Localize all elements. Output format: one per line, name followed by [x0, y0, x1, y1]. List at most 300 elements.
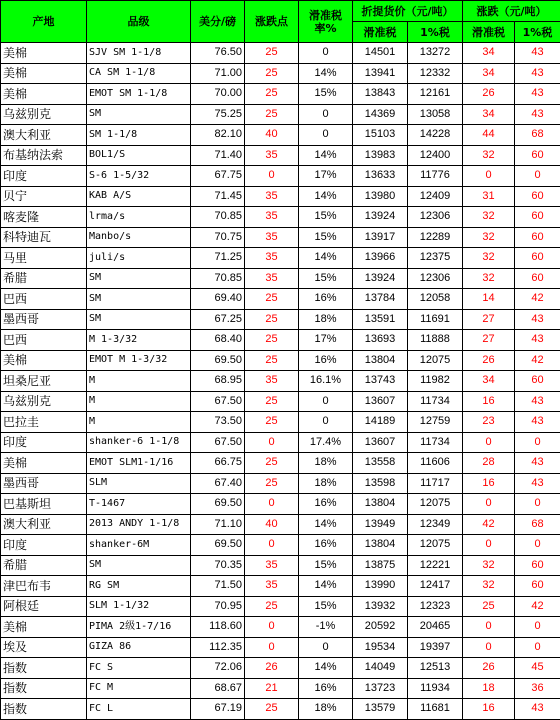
cell-sliding-tax-rate: 14%	[299, 248, 353, 269]
cell-change-points: 35	[245, 227, 299, 248]
cell-price-sliding-tax: 19534	[353, 637, 408, 658]
cell-change-sliding-tax: 34	[463, 63, 515, 84]
cell-sliding-tax-rate: 18%	[299, 473, 353, 494]
cell-usc-per-lb: 71.10	[191, 514, 245, 535]
cell-usc-per-lb: 71.45	[191, 186, 245, 207]
cell-change-one-pct-tax: 43	[515, 330, 560, 351]
cell-change-sliding-tax: 27	[463, 309, 515, 330]
cell-origin: 坦桑尼亚	[1, 371, 87, 392]
cell-grade: CA SM 1-1/8	[87, 63, 191, 84]
cell-sliding-tax-rate: 14%	[299, 145, 353, 166]
cell-price-sliding-tax: 13949	[353, 514, 408, 535]
cell-origin: 津巴布韦	[1, 576, 87, 597]
cell-grade: M	[87, 371, 191, 392]
cell-usc-per-lb: 73.50	[191, 412, 245, 433]
cell-origin: 乌兹别克	[1, 104, 87, 125]
cell-change-sliding-tax: 0	[463, 432, 515, 453]
cell-usc-per-lb: 70.85	[191, 207, 245, 228]
cell-change-sliding-tax: 16	[463, 391, 515, 412]
cell-origin: 美棉	[1, 617, 87, 638]
table-row	[1, 227, 560, 248]
cell-sliding-tax-rate: 18%	[299, 453, 353, 474]
cell-origin: 巴基斯坦	[1, 494, 87, 515]
table-row	[1, 330, 560, 351]
cell-price-sliding-tax: 13591	[353, 309, 408, 330]
cell-grade: shanker-6 1-1/8	[87, 432, 191, 453]
cell-price-one-pct-tax: 12289	[408, 227, 463, 248]
cell-price-sliding-tax: 20592	[353, 617, 408, 638]
table-row	[1, 412, 560, 433]
cell-price-sliding-tax: 14189	[353, 412, 408, 433]
cell-origin: 巴拉圭	[1, 412, 87, 433]
cell-grade: SLM 1-1/32	[87, 596, 191, 617]
cell-grade: M	[87, 412, 191, 433]
header-sliding-tax-rate: 滑准税率%	[299, 1, 353, 43]
cell-change-points: 25	[245, 43, 299, 64]
cell-origin: 墨西哥	[1, 309, 87, 330]
cell-change-one-pct-tax: 60	[515, 576, 560, 597]
cell-price-sliding-tax: 13843	[353, 84, 408, 105]
table-row	[1, 658, 560, 679]
cell-origin: 澳大利亚	[1, 514, 87, 535]
cell-grade: SM	[87, 289, 191, 310]
cell-change-sliding-tax: 18	[463, 678, 515, 699]
cell-change-points: 25	[245, 84, 299, 105]
cell-origin: 美棉	[1, 63, 87, 84]
cell-origin: 印度	[1, 432, 87, 453]
cell-change-one-pct-tax: 0	[515, 617, 560, 638]
cell-change-points: 25	[245, 453, 299, 474]
cell-price-sliding-tax: 13784	[353, 289, 408, 310]
cell-price-one-pct-tax: 12375	[408, 248, 463, 269]
cell-sliding-tax-rate: 17%	[299, 330, 353, 351]
table-row	[1, 84, 560, 105]
cell-origin: 指数	[1, 658, 87, 679]
cell-grade: EMOT SLM1-1/16	[87, 453, 191, 474]
cell-sliding-tax-rate: 0	[299, 125, 353, 146]
cell-change-points: 35	[245, 207, 299, 228]
cell-change-points: 25	[245, 473, 299, 494]
cell-price-one-pct-tax: 12513	[408, 658, 463, 679]
cell-price-one-pct-tax: 11734	[408, 432, 463, 453]
cell-price-one-pct-tax: 12306	[408, 207, 463, 228]
cell-change-sliding-tax: 32	[463, 555, 515, 576]
cell-origin: 希腊	[1, 555, 87, 576]
cell-grade: EMOT SM 1-1/8	[87, 84, 191, 105]
cell-origin: 印度	[1, 535, 87, 556]
cell-origin: 乌兹别克	[1, 391, 87, 412]
table-row	[1, 432, 560, 453]
cell-sliding-tax-rate: 15%	[299, 227, 353, 248]
cell-sliding-tax-rate: 15%	[299, 555, 353, 576]
cell-origin: 指数	[1, 678, 87, 699]
cell-change-points: 26	[245, 658, 299, 679]
subheader-sliding-tax: 滑准税	[353, 22, 408, 43]
cell-change-points: 35	[245, 371, 299, 392]
cell-price-sliding-tax: 13804	[353, 535, 408, 556]
cell-grade: KAB A/S	[87, 186, 191, 207]
cell-price-one-pct-tax: 11934	[408, 678, 463, 699]
cell-change-one-pct-tax: 68	[515, 514, 560, 535]
cell-change-points: 35	[245, 268, 299, 289]
cell-change-one-pct-tax: 43	[515, 63, 560, 84]
cell-change-sliding-tax: 0	[463, 637, 515, 658]
cell-change-one-pct-tax: 60	[515, 555, 560, 576]
cell-price-sliding-tax: 13804	[353, 350, 408, 371]
cell-origin: 印度	[1, 166, 87, 187]
cell-price-one-pct-tax: 11717	[408, 473, 463, 494]
cell-grade: shanker-6M	[87, 535, 191, 556]
cell-change-points: 25	[245, 596, 299, 617]
header-grade: 品级	[87, 1, 191, 43]
cell-change-one-pct-tax: 43	[515, 84, 560, 105]
cell-change-one-pct-tax: 0	[515, 494, 560, 515]
cell-change-points: 25	[245, 412, 299, 433]
cell-price-one-pct-tax: 12323	[408, 596, 463, 617]
cell-sliding-tax-rate: 15%	[299, 268, 353, 289]
cell-change-points: 35	[245, 576, 299, 597]
cell-sliding-tax-rate: 14%	[299, 514, 353, 535]
cell-change-sliding-tax: 26	[463, 84, 515, 105]
cell-grade: SM	[87, 268, 191, 289]
cell-origin: 指数	[1, 699, 87, 720]
cell-sliding-tax-rate: 0	[299, 104, 353, 125]
cell-change-sliding-tax: 23	[463, 412, 515, 433]
header-usc-per-lb: 美分/磅	[191, 1, 245, 43]
cell-price-one-pct-tax: 11982	[408, 371, 463, 392]
cell-change-one-pct-tax: 0	[515, 535, 560, 556]
cell-origin: 美棉	[1, 350, 87, 371]
cell-change-one-pct-tax: 60	[515, 207, 560, 228]
cell-origin: 阿根廷	[1, 596, 87, 617]
cell-change-sliding-tax: 32	[463, 268, 515, 289]
cell-grade: SM	[87, 555, 191, 576]
cell-sliding-tax-rate: 15%	[299, 207, 353, 228]
cell-sliding-tax-rate: 14%	[299, 658, 353, 679]
cell-price-sliding-tax: 15103	[353, 125, 408, 146]
cell-sliding-tax-rate: 17%	[299, 166, 353, 187]
cell-grade: GIZA 86	[87, 637, 191, 658]
cell-change-points: 35	[245, 145, 299, 166]
cell-price-one-pct-tax: 12075	[408, 535, 463, 556]
cell-grade: FC S	[87, 658, 191, 679]
cell-price-sliding-tax: 13598	[353, 473, 408, 494]
cell-price-sliding-tax: 13723	[353, 678, 408, 699]
header-change-points: 涨跌点	[245, 1, 299, 43]
cell-origin: 埃及	[1, 637, 87, 658]
cell-change-sliding-tax: 34	[463, 43, 515, 64]
cell-sliding-tax-rate: 0	[299, 412, 353, 433]
cell-price-sliding-tax: 13607	[353, 391, 408, 412]
cell-change-points: 0	[245, 494, 299, 515]
cell-price-sliding-tax: 13607	[353, 432, 408, 453]
cell-price-one-pct-tax: 12161	[408, 84, 463, 105]
table-row	[1, 596, 560, 617]
cell-price-one-pct-tax: 11888	[408, 330, 463, 351]
cell-price-one-pct-tax: 11691	[408, 309, 463, 330]
cell-origin: 巴西	[1, 289, 87, 310]
cell-usc-per-lb: 118.60	[191, 617, 245, 638]
cell-change-one-pct-tax: 60	[515, 248, 560, 269]
cell-price-sliding-tax: 13633	[353, 166, 408, 187]
cell-change-sliding-tax: 28	[463, 453, 515, 474]
cell-change-sliding-tax: 44	[463, 125, 515, 146]
cell-price-one-pct-tax: 11681	[408, 699, 463, 720]
cell-price-one-pct-tax: 19397	[408, 637, 463, 658]
cell-change-points: 0	[245, 432, 299, 453]
cell-sliding-tax-rate: 0	[299, 391, 353, 412]
table-row	[1, 391, 560, 412]
cell-change-one-pct-tax: 43	[515, 391, 560, 412]
cell-price-one-pct-tax: 12075	[408, 350, 463, 371]
cell-origin: 布基纳法索	[1, 145, 87, 166]
cell-change-one-pct-tax: 0	[515, 637, 560, 658]
cell-sliding-tax-rate: 15%	[299, 84, 353, 105]
subheader-change-sliding-tax: 滑准税	[463, 22, 515, 43]
cell-usc-per-lb: 82.10	[191, 125, 245, 146]
cell-change-one-pct-tax: 60	[515, 371, 560, 392]
cell-origin: 马里	[1, 248, 87, 269]
cell-origin: 美棉	[1, 43, 87, 64]
cell-usc-per-lb: 68.95	[191, 371, 245, 392]
cell-sliding-tax-rate: 0	[299, 43, 353, 64]
cell-sliding-tax-rate: 0	[299, 637, 353, 658]
cell-change-points: 0	[245, 166, 299, 187]
cell-change-points: 35	[245, 555, 299, 576]
cell-change-sliding-tax: 32	[463, 248, 515, 269]
cell-price-one-pct-tax: 13272	[408, 43, 463, 64]
cell-grade: SM 1-1/8	[87, 125, 191, 146]
cell-change-one-pct-tax: 60	[515, 227, 560, 248]
cell-change-sliding-tax: 0	[463, 535, 515, 556]
cell-usc-per-lb: 66.75	[191, 453, 245, 474]
cell-price-one-pct-tax: 13058	[408, 104, 463, 125]
cell-sliding-tax-rate: 18%	[299, 309, 353, 330]
cell-sliding-tax-rate: 16.1%	[299, 371, 353, 392]
cell-change-one-pct-tax: 43	[515, 104, 560, 125]
cell-change-one-pct-tax: 42	[515, 596, 560, 617]
cell-sliding-tax-rate: 16%	[299, 350, 353, 371]
cell-grade: RG SM	[87, 576, 191, 597]
cell-price-sliding-tax: 13932	[353, 596, 408, 617]
cell-change-points: 25	[245, 309, 299, 330]
cell-price-one-pct-tax: 14228	[408, 125, 463, 146]
cell-change-sliding-tax: 14	[463, 289, 515, 310]
header-converted-price: 折提货价（元/吨）	[353, 1, 463, 22]
table-row	[1, 350, 560, 371]
table-row	[1, 453, 560, 474]
cell-price-sliding-tax: 13579	[353, 699, 408, 720]
table-row	[1, 63, 560, 84]
cell-sliding-tax-rate: 17.4%	[299, 432, 353, 453]
table-row	[1, 514, 560, 535]
cell-usc-per-lb: 67.19	[191, 699, 245, 720]
cell-change-points: 25	[245, 289, 299, 310]
cell-price-one-pct-tax: 12417	[408, 576, 463, 597]
cell-sliding-tax-rate: 16%	[299, 494, 353, 515]
cell-grade: 2013 ANDY 1-1/8	[87, 514, 191, 535]
table-row	[1, 535, 560, 556]
cell-grade: T-1467	[87, 494, 191, 515]
cell-price-sliding-tax: 13924	[353, 268, 408, 289]
cell-change-sliding-tax: 27	[463, 330, 515, 351]
cell-price-sliding-tax: 14369	[353, 104, 408, 125]
cell-price-sliding-tax: 13917	[353, 227, 408, 248]
cell-change-points: 40	[245, 514, 299, 535]
table-row	[1, 166, 560, 187]
cell-change-sliding-tax: 0	[463, 494, 515, 515]
cell-usc-per-lb: 72.06	[191, 658, 245, 679]
cell-sliding-tax-rate: 16%	[299, 678, 353, 699]
table-row	[1, 473, 560, 494]
cell-change-points: 21	[245, 678, 299, 699]
table-row	[1, 494, 560, 515]
cell-change-sliding-tax: 34	[463, 104, 515, 125]
cell-origin: 墨西哥	[1, 473, 87, 494]
cell-usc-per-lb: 69.40	[191, 289, 245, 310]
cell-usc-per-lb: 75.25	[191, 104, 245, 125]
cell-grade: juli/s	[87, 248, 191, 269]
cell-origin: 澳大利亚	[1, 125, 87, 146]
cell-usc-per-lb: 69.50	[191, 350, 245, 371]
cell-price-one-pct-tax: 11734	[408, 391, 463, 412]
cell-sliding-tax-rate: 14%	[299, 186, 353, 207]
cell-price-sliding-tax: 13558	[353, 453, 408, 474]
table-row	[1, 699, 560, 720]
header-origin: 产地	[1, 1, 87, 43]
cell-sliding-tax-rate: 16%	[299, 289, 353, 310]
cell-change-sliding-tax: 32	[463, 227, 515, 248]
cell-change-sliding-tax: 0	[463, 166, 515, 187]
cell-price-one-pct-tax: 12306	[408, 268, 463, 289]
cell-grade: SM	[87, 104, 191, 125]
cell-grade: SJV SM 1-1/8	[87, 43, 191, 64]
cell-price-one-pct-tax: 11776	[408, 166, 463, 187]
cell-grade: FC M	[87, 678, 191, 699]
cell-price-one-pct-tax: 12409	[408, 186, 463, 207]
cell-change-points: 40	[245, 125, 299, 146]
table-row	[1, 309, 560, 330]
cell-sliding-tax-rate: 14%	[299, 576, 353, 597]
cell-price-sliding-tax: 13990	[353, 576, 408, 597]
cell-price-sliding-tax: 13941	[353, 63, 408, 84]
cell-price-one-pct-tax: 12058	[408, 289, 463, 310]
cell-usc-per-lb: 70.00	[191, 84, 245, 105]
cell-change-one-pct-tax: 45	[515, 658, 560, 679]
cell-usc-per-lb: 70.85	[191, 268, 245, 289]
table-row	[1, 371, 560, 392]
table-row	[1, 145, 560, 166]
cell-sliding-tax-rate: -1%	[299, 617, 353, 638]
table-row	[1, 617, 560, 638]
cell-price-sliding-tax: 13924	[353, 207, 408, 228]
cell-price-sliding-tax: 13966	[353, 248, 408, 269]
cell-grade: lrma/s	[87, 207, 191, 228]
cell-origin: 科特迪瓦	[1, 227, 87, 248]
table-row	[1, 555, 560, 576]
cell-change-points: 25	[245, 391, 299, 412]
cell-usc-per-lb: 71.25	[191, 248, 245, 269]
cell-change-sliding-tax: 26	[463, 658, 515, 679]
cell-usc-per-lb: 69.50	[191, 494, 245, 515]
cell-change-one-pct-tax: 43	[515, 43, 560, 64]
cell-sliding-tax-rate: 18%	[299, 699, 353, 720]
header-change-yuan: 涨跌（元/吨）	[463, 1, 560, 22]
table-row	[1, 248, 560, 269]
cell-usc-per-lb: 67.50	[191, 432, 245, 453]
cell-price-sliding-tax: 14501	[353, 43, 408, 64]
cell-usc-per-lb: 67.75	[191, 166, 245, 187]
cell-origin: 贝宁	[1, 186, 87, 207]
table-row	[1, 125, 560, 146]
cell-change-sliding-tax: 34	[463, 371, 515, 392]
cell-usc-per-lb: 71.50	[191, 576, 245, 597]
cell-price-one-pct-tax: 12349	[408, 514, 463, 535]
subheader-one-pct-tax: 1%税	[408, 22, 463, 43]
table-body	[1, 43, 560, 720]
cell-price-sliding-tax: 14049	[353, 658, 408, 679]
cell-change-sliding-tax: 32	[463, 576, 515, 597]
cell-usc-per-lb: 70.35	[191, 555, 245, 576]
cell-price-one-pct-tax: 12075	[408, 494, 463, 515]
cell-sliding-tax-rate: 16%	[299, 535, 353, 556]
cell-grade: SM	[87, 309, 191, 330]
cell-change-sliding-tax: 32	[463, 145, 515, 166]
cell-usc-per-lb: 67.25	[191, 309, 245, 330]
cell-price-sliding-tax: 13983	[353, 145, 408, 166]
cell-price-one-pct-tax: 12332	[408, 63, 463, 84]
cell-price-sliding-tax: 13875	[353, 555, 408, 576]
table-row	[1, 678, 560, 699]
cell-price-sliding-tax: 13980	[353, 186, 408, 207]
cell-grade: FC L	[87, 699, 191, 720]
cell-change-sliding-tax: 16	[463, 699, 515, 720]
cell-change-sliding-tax: 25	[463, 596, 515, 617]
cell-change-points: 0	[245, 637, 299, 658]
cell-change-points: 25	[245, 330, 299, 351]
cell-grade: BOL1/S	[87, 145, 191, 166]
cell-change-one-pct-tax: 0	[515, 432, 560, 453]
cell-grade: M 1-3/32	[87, 330, 191, 351]
cell-usc-per-lb: 67.40	[191, 473, 245, 494]
cell-sliding-tax-rate: 14%	[299, 63, 353, 84]
cell-change-sliding-tax: 26	[463, 350, 515, 371]
cell-usc-per-lb: 76.50	[191, 43, 245, 64]
cell-change-sliding-tax: 16	[463, 473, 515, 494]
cell-change-points: 0	[245, 617, 299, 638]
cell-usc-per-lb: 70.75	[191, 227, 245, 248]
cell-grade: SLM	[87, 473, 191, 494]
cell-origin: 美棉	[1, 453, 87, 474]
cell-usc-per-lb: 67.50	[191, 391, 245, 412]
cell-change-points: 25	[245, 63, 299, 84]
cell-price-one-pct-tax: 12221	[408, 555, 463, 576]
cell-change-one-pct-tax: 43	[515, 309, 560, 330]
table-row	[1, 576, 560, 597]
table-row	[1, 43, 560, 64]
cell-change-one-pct-tax: 36	[515, 678, 560, 699]
cell-usc-per-lb: 68.67	[191, 678, 245, 699]
cell-change-one-pct-tax: 0	[515, 166, 560, 187]
table-row	[1, 289, 560, 310]
cell-change-sliding-tax: 0	[463, 617, 515, 638]
cell-usc-per-lb: 112.35	[191, 637, 245, 658]
cell-grade: PIMA 2级1-7/16	[87, 617, 191, 638]
cell-change-one-pct-tax: 43	[515, 699, 560, 720]
cell-change-one-pct-tax: 43	[515, 412, 560, 433]
cell-change-points: 25	[245, 350, 299, 371]
cell-change-one-pct-tax: 60	[515, 268, 560, 289]
